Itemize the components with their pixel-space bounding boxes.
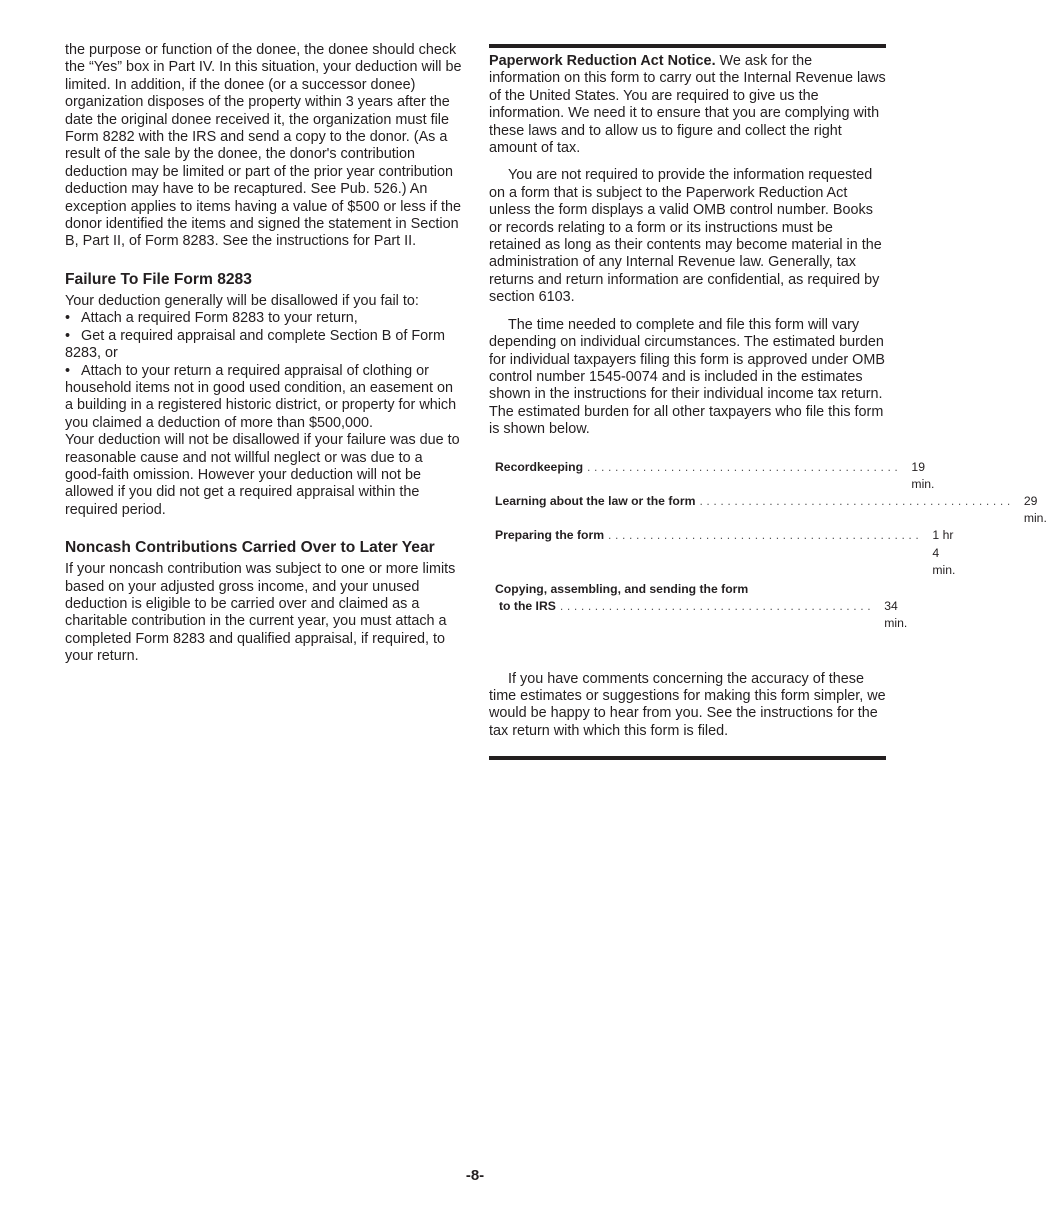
- bottom-rule: [489, 756, 886, 760]
- burden-row-copying: to the IRS ............................................. 34 min.: [499, 599, 908, 631]
- comments-paragraph: If you have comments concerning the accuracy of these time estimates or suggestions for making this form simpler, we would be happy to hear from you. See the instructions for the tax return with which this form is filed.: [489, 670, 886, 739]
- failure-tail: Your deduction will not be disallowed if your failure was due to reasonable cause and not willful neglect or was due to a good-faith omission. However your deduction will not be allowed if you did not get a required appraisal within the required period.: [65, 432, 460, 518]
- burden-row-preparing: Preparing the form ............................................. 1 hr 4 min.: [495, 528, 956, 577]
- carryover-heading: Noncash Contributions Carried Over to Later Year: [65, 539, 435, 557]
- burden-row-learning: Learning about the law or the form ............................................. 29 min.: [495, 493, 1047, 526]
- failure-heading: Failure To File Form 8283: [65, 270, 252, 288]
- bullet-icon: •: [65, 362, 71, 379]
- pra-heading: Paperwork Reduction Act Notice.: [489, 53, 716, 69]
- time-paragraph: The time needed to complete and file this form will vary depending on individual circumstances. The estimated burden for individual taxpayers filing this form is approved under OMB control number 1545-0074 and is included in the estimates shown in the instructions for their individual income tax return. The estimated burden for all other taxpayers who file this form is shown below.: [489, 316, 885, 438]
- omb-paragraph: You are not required to provide the information requested on a form that is subject to the Paperwork Reduction Act unless the form displays a valid OMB control number. Books or records relating to a form or its instructions must be retained as long as their contents may become material in the administration of any Internal Revenue law. Generally, tax returns and return information are confidential, as required by section 6103.: [489, 167, 882, 306]
- burden-row-copying-label: Copying, assembling, and sending the form: [495, 581, 749, 596]
- bullet-icon: •: [65, 310, 71, 327]
- burden-row-recordkeeping: Recordkeeping ............................................. 19 min.: [495, 459, 935, 491]
- donee-paragraph: the purpose or function of the donee, the donee should check the “Yes” box in Part IV. In this situation, your deduction will be limited. In addition, if the donee (or a successor donee) organization disposes of the property within 3 years after the date the original donee received it, the organization must file Form 8282 with the IRS and send a copy to the donor. (As a result of the sale by the donee, the donor's contribution deduction may be limited or part of the prior year contribution deduction may have to be recaptured. See Pub. 526.) An exception applies to items having a value of $500 or less if the donor identified the items and signed the statement in Section B, Part II, of Form 8283. See the instructions for Part II.: [65, 42, 462, 250]
- pra-paragraph: Paperwork Reduction Act Notice. We ask for the information on this form to carry out the Internal Revenue laws of the United States. You are required to give us the information. We need it to ensure that you are complying with these laws and to allow us to figure and collect the right amount of tax.: [489, 53, 886, 157]
- bullet-icon: •: [65, 327, 71, 344]
- right-column: [489, 44, 1047, 760]
- bullet-item: • Get a required appraisal and complete Section B of Form 8283, or: [65, 327, 445, 362]
- burden-table: [495, 459, 1047, 633]
- bullet-item: • Attach a required Form 8283 to your return,: [65, 310, 358, 327]
- left-column: [65, 42, 462, 666]
- bullet-item: • Attach to your return a required appraisal of clothing or household items not in good used condition, an easement on a building in a registered historic district, or property for which you claimed a deduction of more than $500,000.: [65, 362, 457, 431]
- carryover-paragraph: If your noncash contribution was subject to one or more limits based on your adjusted gross income, and your unused deduction is eligible to be carried over and claimed as a charitable contribution in the current year, you must attach a completed Form 8283 and qualified appraisal, if required, to your return.: [65, 561, 456, 665]
- page-number: -8-: [465, 1167, 485, 1184]
- top-rule: [489, 44, 886, 48]
- failure-intro: Your deduction generally will be disallowed if you fail to:: [65, 292, 419, 309]
